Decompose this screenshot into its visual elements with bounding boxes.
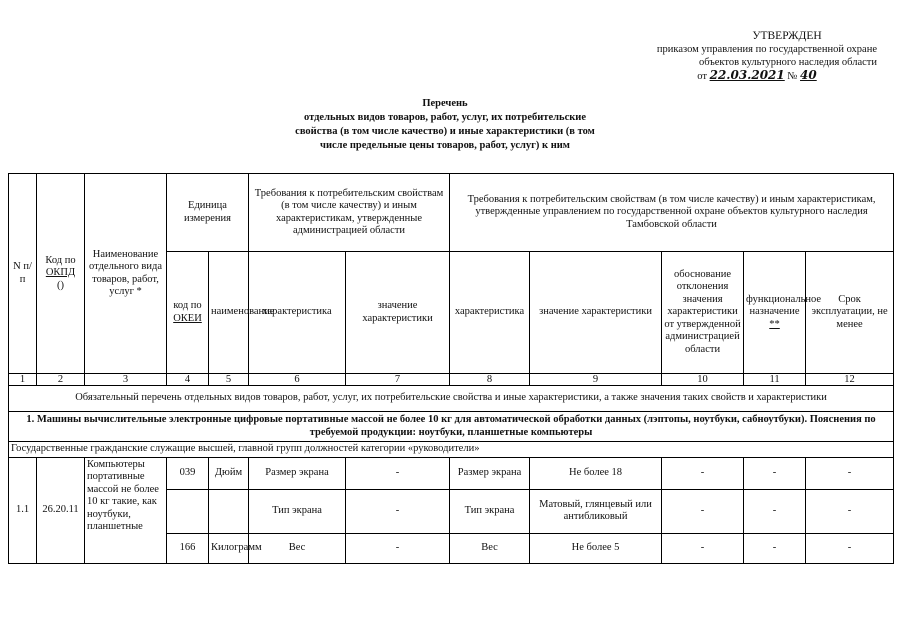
header-dept-characteristic: характеристика (450, 252, 530, 374)
cell-dept-characteristic: Тип экрана (450, 489, 530, 533)
item-name: Компьютеры портативные массой не более 10 кг такие, как ноутбуки, планшетные (85, 457, 167, 563)
section-1-heading: 1. Машины вычислительные электронные цифровые портативные массой не более 10 кг для автоматической обработки данных (лэптопы, ноутбуки, сабноутбуки). Пояснения по требуемой продукции: ноутбуки, планшетные компьютеры (9, 412, 894, 442)
approval-line-1: приказом управления по государственной охране (656, 44, 877, 55)
mandatory-list-row (9, 386, 894, 412)
cell-admin-value: - (346, 457, 450, 489)
header-admin-characteristic: характеристика (249, 252, 346, 374)
column-number: 7 (346, 374, 450, 386)
cell-deviation: - (662, 457, 744, 489)
column-number: 8 (450, 374, 530, 386)
column-number: 1 (9, 374, 37, 386)
cell-lifetime: - (806, 489, 894, 533)
mandatory-list-text: Обязательный перечень отдельных видов товаров, работ, услуг, их потребительские свойства и иные характеристики, а также значения таких свойств и характеристики (9, 386, 894, 412)
header-purpose-mark: ** (769, 318, 780, 330)
cell-purpose: - (744, 457, 806, 489)
column-number: 6 (249, 374, 346, 386)
header-purpose-text: функциональное назначение (746, 293, 822, 318)
cell-lifetime: - (806, 533, 894, 563)
column-number: 12 (806, 374, 894, 386)
handwritten-number: 40 (800, 68, 817, 82)
section-1-row (9, 412, 894, 442)
table-row (9, 457, 894, 489)
cell-unit (209, 489, 249, 533)
document-title (180, 97, 710, 153)
title-line-2: отдельных видов товаров, работ, услуг, их потребительские (303, 112, 586, 123)
header-name: Наименование отдельного вида товаров, работ, услуг * (85, 174, 167, 374)
cell-dept-characteristic: Размер экрана (450, 457, 530, 489)
approval-block (577, 30, 877, 83)
title-line-3: свойства (в том числе качество) и иные характеристики (в том (295, 126, 595, 137)
title-line-1: Перечень (422, 98, 468, 109)
cell-admin-value: - (346, 489, 450, 533)
header-okei-prefix: код по (173, 300, 202, 311)
column-number: 9 (530, 374, 662, 386)
cell-dept-value: Не более 5 (530, 533, 662, 563)
header-okpd-prefix: Код по (45, 254, 76, 266)
approval-heading: УТВЕРЖДЕН (752, 30, 822, 42)
header-n: N п/п (9, 174, 37, 374)
group-heading: Государственные гражданские служащие высшей, главной групп должностей категории «руководители» (9, 442, 894, 458)
group-row (9, 442, 894, 458)
header-okpd-suffix: () (57, 279, 64, 291)
header-okei (167, 252, 209, 374)
cell-dept-value: Матовый, глянцевый или антибликовый (530, 489, 662, 533)
item-code: 26.20.11 (37, 457, 85, 563)
column-number-row (9, 374, 894, 386)
header-admin-requirements: Требования к потребительским свойствам (в том числе качеству) и иным характеристикам, утвержденные администрацией области (249, 174, 450, 252)
column-number: 10 (662, 374, 744, 386)
cell-purpose: - (744, 533, 806, 563)
header-row-1 (9, 174, 894, 252)
number-prefix: № (787, 71, 798, 82)
approval-date-line (637, 69, 877, 83)
cell-unit: Дюйм (209, 457, 249, 489)
cell-admin-characteristic: Размер экрана (249, 457, 346, 489)
header-okpd (37, 174, 85, 374)
cell-purpose: - (744, 489, 806, 533)
date-prefix: от (697, 71, 707, 82)
column-number: 3 (85, 374, 167, 386)
handwritten-date: 22.03.2021 (709, 68, 785, 82)
cell-admin-characteristic: Тип экрана (249, 489, 346, 533)
header-dept-requirements: Требования к потребительским свойствам (в том числе качеству) и иным характеристикам, утвержденные управлением по государственной охране объектов культурного наследия Тамбовской области (450, 174, 894, 252)
cell-admin-characteristic: Вес (249, 533, 346, 563)
header-okei-code: ОКЕИ (173, 312, 202, 324)
cell-deviation: - (662, 533, 744, 563)
cell-admin-value: - (346, 533, 450, 563)
column-number: 5 (209, 374, 249, 386)
title-line-4: числе предельные цены товаров, работ, услуг) к ним (320, 140, 570, 151)
column-number: 11 (744, 374, 806, 386)
column-number: 2 (37, 374, 85, 386)
header-dept-value: значение характеристики (530, 252, 662, 374)
header-admin-value: значение характеристики (346, 252, 450, 374)
cell-dept-characteristic: Вес (450, 533, 530, 563)
header-purpose (744, 252, 822, 374)
cell-okei: 039 (167, 457, 209, 489)
header-lifetime: Срок эксплуатации, не менее (806, 252, 894, 374)
cell-okei (167, 489, 209, 533)
requirements-table (8, 173, 894, 564)
header-deviation: обоснование отклонения значения характеристики от утвержденной администрацией области (662, 252, 744, 374)
approval-line-2: объектов культурного наследия области (699, 57, 877, 68)
cell-unit: Килограмм (209, 533, 249, 563)
column-number: 4 (167, 374, 209, 386)
cell-deviation: - (662, 489, 744, 533)
item-number: 1.1 (9, 457, 37, 563)
cell-okei: 166 (167, 533, 209, 563)
header-okpd-code: ОКПД (45, 267, 76, 279)
header-unit-name: наименование (209, 252, 249, 374)
cell-lifetime: - (806, 457, 894, 489)
header-unit: Единица измерения (167, 174, 249, 252)
cell-dept-value: Не более 18 (530, 457, 662, 489)
